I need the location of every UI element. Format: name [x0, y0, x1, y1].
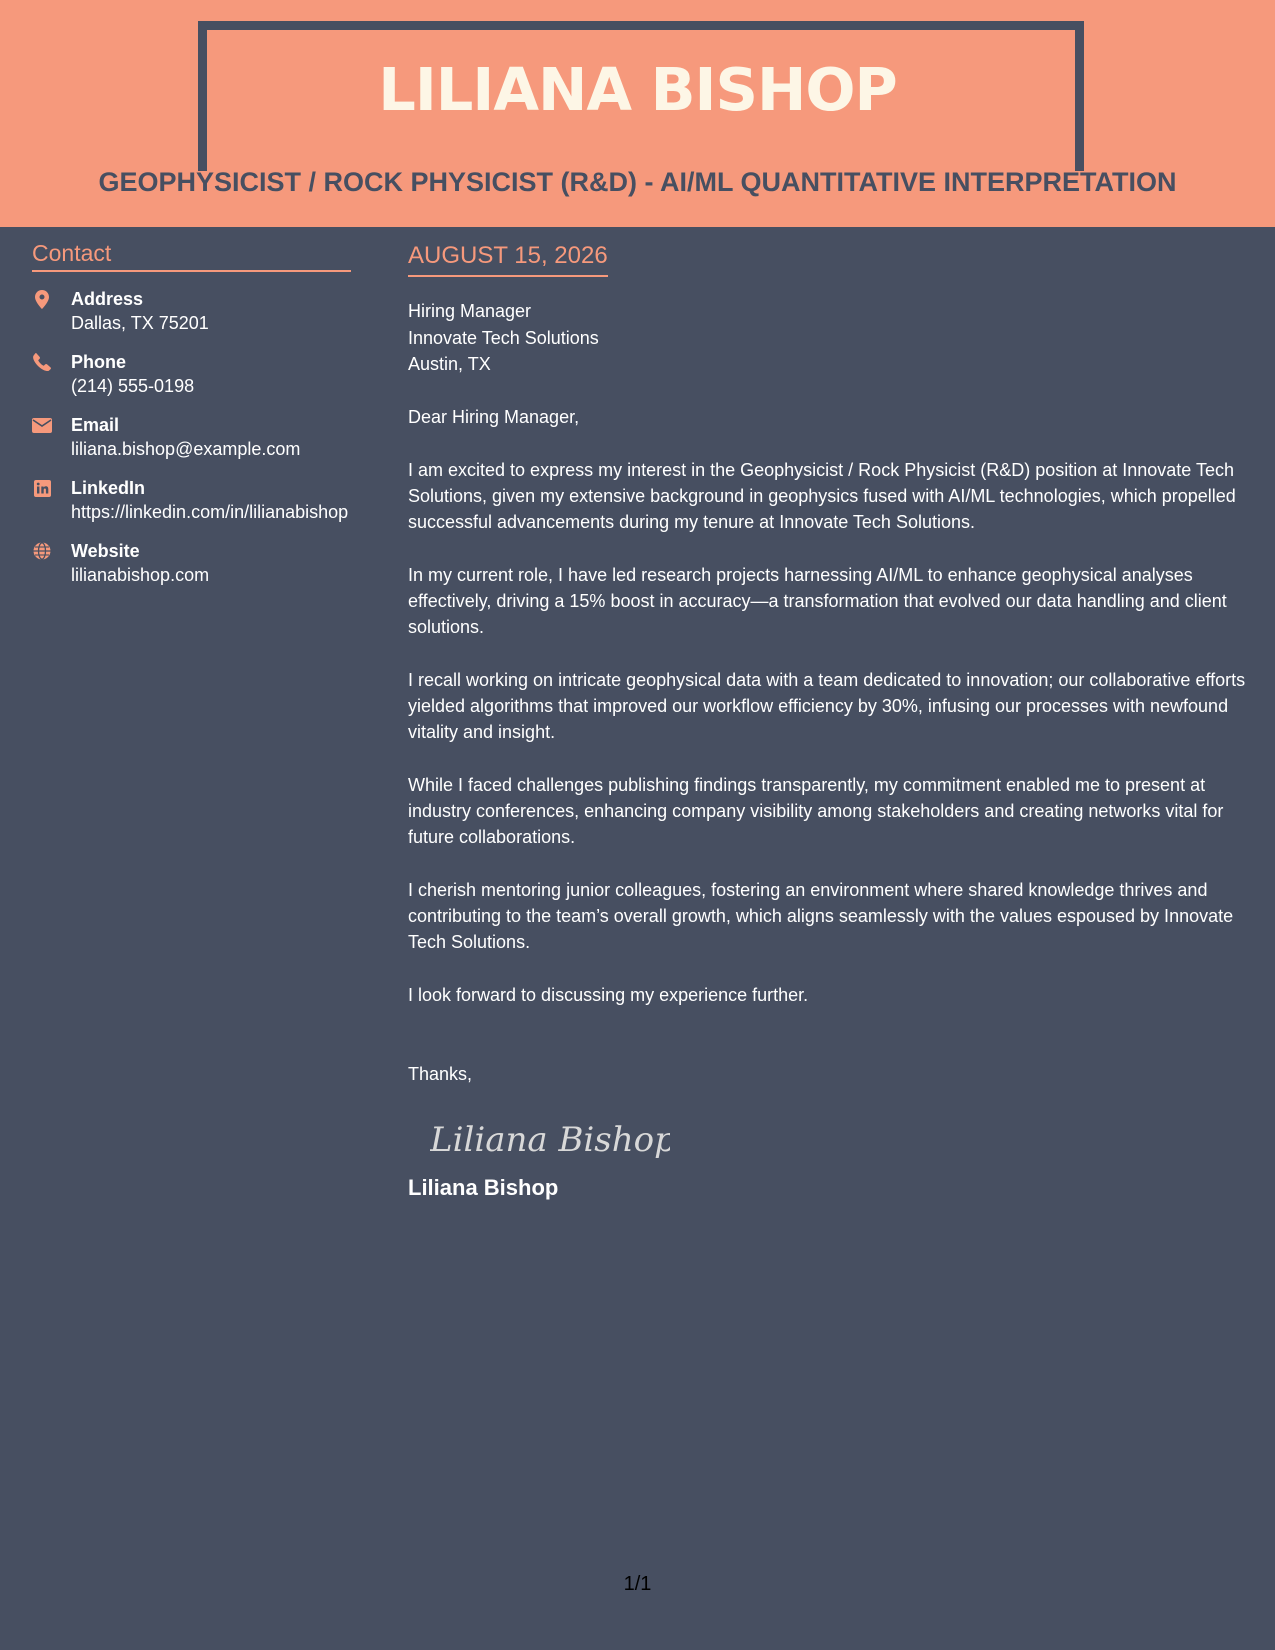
email-link[interactable]: liliana.bishop@example.com: [71, 439, 301, 459]
globe-icon: [32, 541, 52, 561]
website-link[interactable]: lilianabishop.com: [71, 565, 210, 585]
linkedin-icon: [32, 478, 52, 498]
closing: Thanks,: [408, 1063, 473, 1084]
phone-value: (214) 555-0198: [71, 376, 195, 396]
paragraph: I recall working on intricate geophysical data with a team dedicated to innovation; our collaborative efforts yielded algorithms that improved our workflow efficiency by 30%, infusing our processes with newfound vitality and insight.: [408, 669, 1246, 742]
job-title: GEOPHYSICIST / ROCK PHYSICIST (R&D) - AI/ML QUANTITATIVE INTERPRETATION: [98, 167, 1177, 197]
signer-name: Liliana Bishop: [408, 1174, 559, 1200]
paragraph: I am excited to express my interest in the Geophysicist / Rock Physicist (R&D) position at Innovate Tech Solutions, given my extensive background in geophysics fused with AI/ML technologies, which propelled successful advancements during my tenure at Innovate Tech Solutions.: [408, 459, 1236, 532]
recipient-line: Innovate Tech Solutions: [408, 327, 599, 348]
salutation: Dear Hiring Manager,: [408, 406, 580, 427]
contact-label: Phone: [71, 352, 127, 372]
address-value: Dallas, TX 75201: [71, 313, 209, 333]
signature-text: Liliana Bishop: [430, 1119, 670, 1160]
phone-icon: [32, 352, 52, 372]
contact-label: LinkedIn: [71, 478, 146, 498]
contact-item-website: [32, 539, 351, 587]
contact-label: Email: [71, 415, 120, 435]
envelope-icon: [32, 415, 52, 435]
contact-heading: Contact: [32, 242, 351, 272]
contact-item-address: [32, 287, 351, 335]
map-pin-icon: [32, 289, 52, 309]
letter-body: [408, 244, 1248, 1201]
contact-item-email: [32, 413, 351, 461]
paragraph: While I faced challenges publishing findings transparently, my commitment enabled me to present at industry conferences, enhancing company visibility among stakeholders and creating networks vital for future collaborations.: [408, 774, 1224, 847]
applicant-name: LILIANA BISHOP: [378, 55, 897, 124]
recipient-block: [408, 298, 1248, 378]
recipient-line: Austin, TX: [408, 354, 491, 374]
paragraph: I look forward to discussing my experience further.: [408, 984, 809, 1005]
header-banner: [0, 0, 1275, 227]
letter-date: AUGUST 15, 2026: [408, 244, 608, 277]
contact-label: Website: [71, 541, 140, 561]
page-number: 1/1: [623, 1573, 652, 1595]
contact-item-linkedin: [32, 476, 351, 524]
linkedin-link[interactable]: https://linkedin.com/in/lilianabishop: [71, 502, 349, 522]
paragraph: I cherish mentoring junior colleagues, fostering an environment where shared knowledge thrives and contributing to the team’s overall growth, which aligns seamlessly with the values espoused by Innovate Tech Solutions.: [408, 879, 1234, 952]
handwritten-signature: [430, 1111, 1248, 1165]
contact-sidebar: [32, 242, 351, 602]
contact-item-phone: [32, 350, 351, 398]
recipient-line: Hiring Manager: [408, 301, 532, 321]
paragraph: In my current role, I have led research projects harnessing AI/ML to enhance geophysical analyses effectively, driving a 15% boost in accuracy—a transformation that evolved our data handling and client solutions.: [408, 564, 1227, 637]
contact-label: Address: [71, 289, 144, 309]
